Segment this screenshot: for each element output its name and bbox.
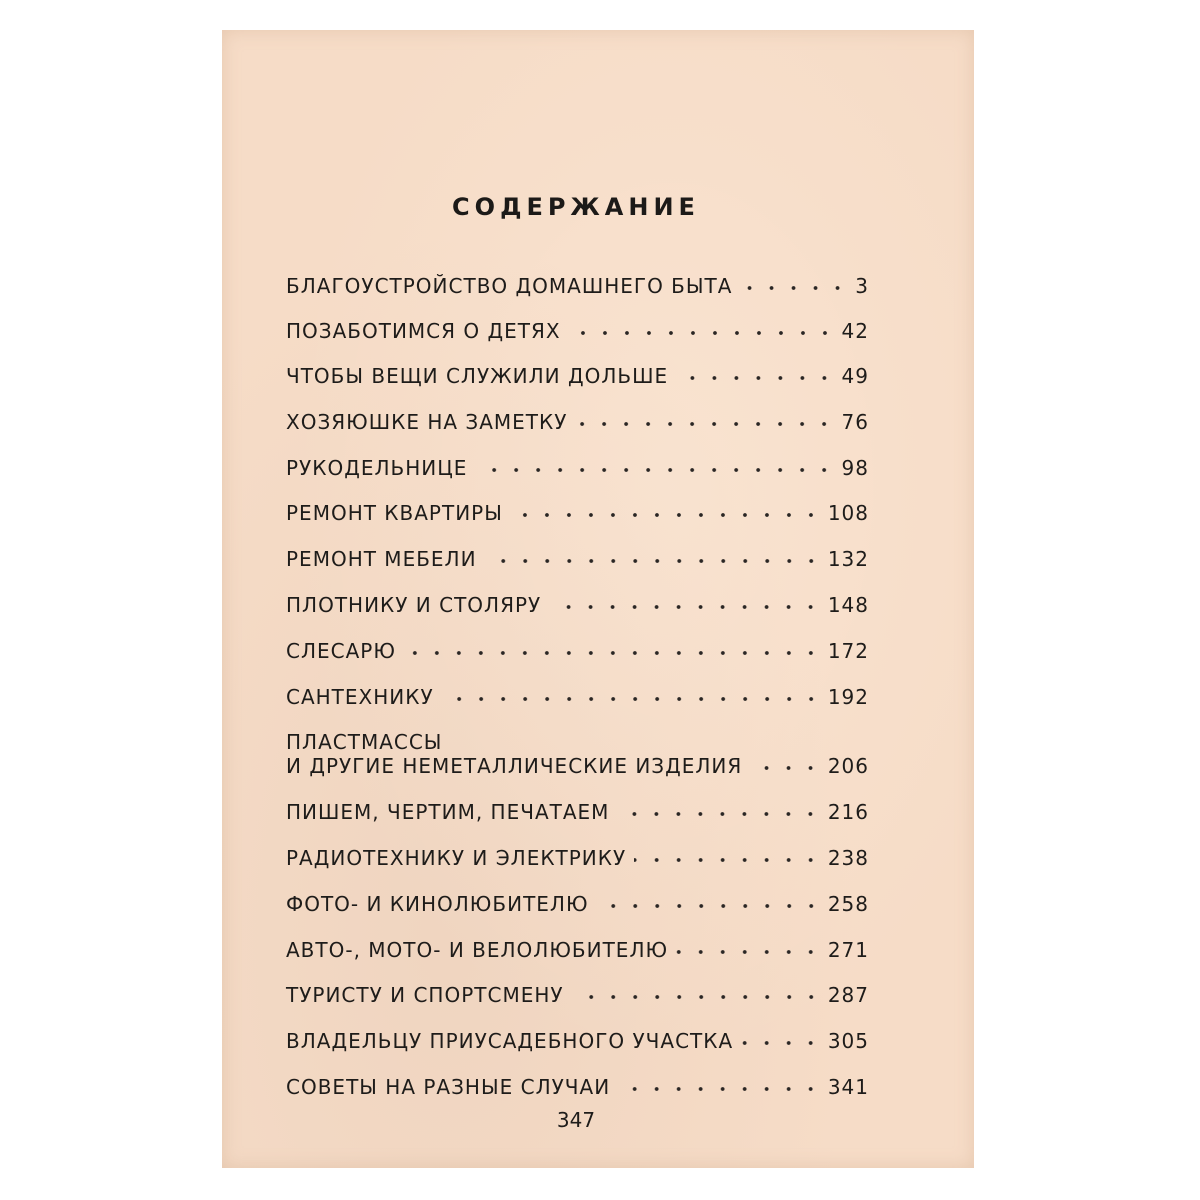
toc-entry xyxy=(286,531,869,571)
dot-leader xyxy=(475,466,835,474)
toc-entry-page: 172 xyxy=(827,639,869,663)
dot-leader xyxy=(676,948,822,956)
dot-leader xyxy=(549,603,822,611)
toc-entry-title: САНТЕХНИКУ xyxy=(286,685,434,709)
toc-entry-title: СОВЕТЫ НА РАЗНЫЕ СЛУЧАИ xyxy=(286,1075,611,1099)
toc-entry xyxy=(286,922,869,962)
toc-entry-page: 49 xyxy=(841,364,869,388)
toc-entry-page: 42 xyxy=(841,319,869,343)
toc-entry-page: 216 xyxy=(827,800,869,824)
toc-entry xyxy=(286,440,869,480)
dot-leader xyxy=(485,557,822,565)
dot-leader xyxy=(676,374,835,382)
toc-entry-title: ФОТО- И КИНОЛЮБИТЕЛЮ xyxy=(286,892,589,916)
toc-entry-title: ТУРИСТУ И СПОРТСМЕНУ xyxy=(286,983,564,1007)
toc-entry-page: 148 xyxy=(827,593,869,617)
toc-entry-title: ПИШЕМ, ЧЕРТИМ, ПЕЧАТАЕМ xyxy=(286,800,610,824)
toc-entry-title: РУКОДЕЛЬНИЦЕ xyxy=(286,456,468,480)
toc-entry-title: ПЛОТНИКУ И СТОЛЯРУ xyxy=(286,593,542,617)
toc-entry-title: ПЛАСТМАССЫ И ДРУГИЕ НЕМЕТАЛЛИЧЕСКИЕ ИЗДЕЛИЯ xyxy=(286,730,743,778)
dot-leader xyxy=(750,764,822,772)
dot-leader xyxy=(569,329,836,337)
dot-leader xyxy=(618,1085,822,1093)
dot-leader xyxy=(511,511,822,519)
toc-entry-page: 3 xyxy=(855,274,869,298)
toc-entry-title: ПОЗАБОТИМСЯ О ДЕТЯХ xyxy=(286,319,561,343)
dot-leader xyxy=(597,902,822,910)
toc-entry-title: РАДИОТЕХНИКУ И ЭЛЕКТРИКУ xyxy=(286,846,627,870)
toc-entry xyxy=(286,577,869,617)
toc-entry-page: 108 xyxy=(827,501,869,525)
toc-entry-page: 258 xyxy=(827,892,869,916)
toc-entry-title: ВЛАДЕЛЬЦУ ПРИУСАДЕБНОГО УЧАСТКА xyxy=(286,1029,734,1053)
toc-entry xyxy=(286,1013,869,1053)
toc-entry-page: 132 xyxy=(827,547,869,571)
toc-entry xyxy=(286,967,869,1007)
dot-leader xyxy=(404,649,822,657)
toc-entry xyxy=(286,258,869,298)
toc-entry-title: ХОЗЯЮШКЕ НА ЗАМЕТКУ xyxy=(286,410,568,434)
toc-entry-page: 98 xyxy=(841,456,869,480)
dot-leader xyxy=(442,695,822,703)
toc-entry-page: 305 xyxy=(827,1029,869,1053)
toc-entry-page: 238 xyxy=(827,846,869,870)
toc-entry-title: ЧТОБЫ ВЕЩИ СЛУЖИЛИ ДОЛЬШЕ xyxy=(286,364,669,388)
toc-entry-title: БЛАГОУСТРОЙСТВО ДОМАШНЕГО БЫТА xyxy=(286,274,733,298)
toc-entry xyxy=(286,303,869,343)
toc-entry xyxy=(286,669,869,709)
toc-entry-title: АВТО-, МОТО- И ВЕЛОЛЮБИТЕЛЮ xyxy=(286,938,669,962)
toc-entry xyxy=(286,830,869,870)
toc-entry xyxy=(286,876,869,916)
toc-entry xyxy=(286,714,869,778)
toc-entry xyxy=(286,348,869,388)
page-number-footer: 347 xyxy=(556,1108,596,1132)
toc-entry xyxy=(286,784,869,824)
toc-entry-title: РЕМОНТ МЕБЕЛИ xyxy=(286,547,477,571)
toc-entry-page: 341 xyxy=(827,1075,869,1099)
dot-leader xyxy=(741,1039,822,1047)
toc-entry-page: 192 xyxy=(827,685,869,709)
toc-entry-title: РЕМОНТ КВАРТИРЫ xyxy=(286,501,503,525)
toc-entry-page: 287 xyxy=(827,983,869,1007)
toc-entry-title: СЛЕСАРЮ xyxy=(286,639,396,663)
dot-leader xyxy=(575,420,835,428)
toc-entry xyxy=(286,485,869,525)
dot-leader xyxy=(740,284,849,292)
toc-entry-page: 206 xyxy=(827,754,869,778)
dot-leader xyxy=(634,856,822,864)
page-title: СОДЕРЖАНИЕ xyxy=(452,193,700,221)
toc-entry xyxy=(286,394,869,434)
toc-entry-page: 271 xyxy=(827,938,869,962)
toc-entry xyxy=(286,623,869,663)
toc-entry xyxy=(286,1059,869,1099)
toc-entry-page: 76 xyxy=(841,410,869,434)
dot-leader xyxy=(572,993,822,1001)
dot-leader xyxy=(617,810,821,818)
